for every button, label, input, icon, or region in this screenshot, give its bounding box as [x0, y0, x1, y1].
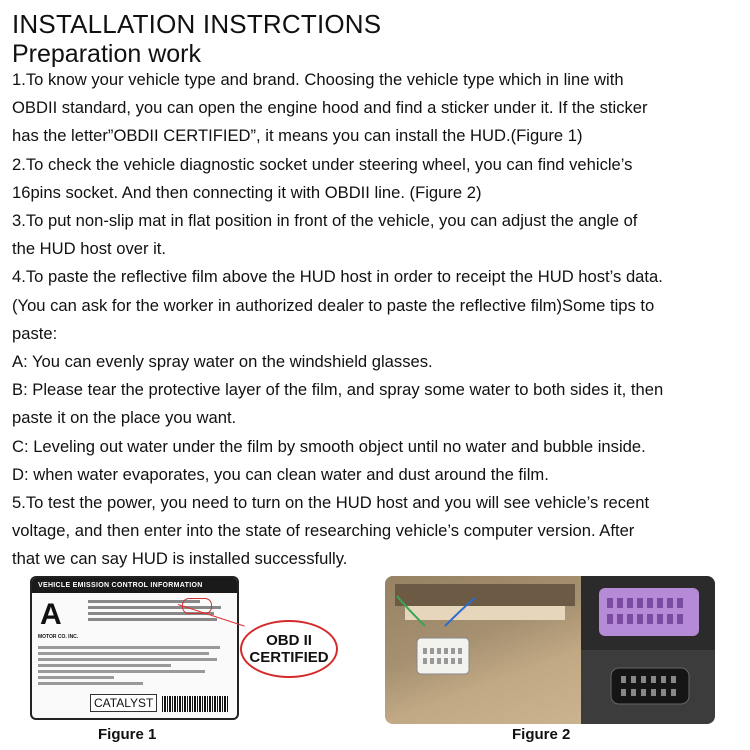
text-line: (You can ask for the worker in authorized dealer to paste the reflective film)Some tips to	[12, 295, 655, 315]
text-line: 16pins socket. And then connecting it with OBDII line. (Figure 2)	[12, 182, 482, 202]
callout-line: OBD II	[266, 632, 312, 649]
callout-line: CERTIFIED	[249, 649, 329, 666]
text-line: OBDII standard, you can open the engine hood and find a sticker under it. If the sticker	[12, 98, 648, 118]
text-line: A: You can evenly spray water on the windshield glasses.	[12, 352, 433, 372]
text-line: 5.To test the power, you need to turn on the HUD host and you will see vehicle’s recent	[12, 493, 650, 513]
label-fine-print-lower	[38, 646, 228, 688]
barcode	[162, 696, 228, 712]
catalyst-label: CATALYST	[90, 694, 157, 712]
text-line: D: when water evaporates, you can clean water and dust around the film.	[12, 464, 549, 484]
obd-socket-photo	[385, 576, 715, 724]
text-line: 1.To know your vehicle type and brand. Choosing the vehicle type which in line with	[12, 70, 624, 89]
purple-connector-icon	[599, 588, 699, 636]
label-header: VEHICLE EMISSION CONTROL INFORMATION	[32, 578, 237, 593]
page-title: INSTALLATION INSTRCTIONS	[12, 9, 382, 39]
label-maker: MOTOR CO. INC.	[38, 634, 79, 640]
figures-row	[0, 570, 750, 750]
text-line: 2.To check the vehicle diagnostic socket under steering wheel, you can find vehicle’s	[12, 154, 633, 174]
text-line: C: Leveling out water under the film by smooth object until no water and bubble inside.	[12, 436, 646, 456]
black-socket-icon	[611, 668, 689, 704]
socket-photo-drawing	[385, 576, 715, 724]
text-line: paste:	[12, 323, 58, 343]
text-line: paste it on the place you want.	[12, 408, 237, 428]
text-line: B: Please tear the protective layer of the film, and spray some water to both sides it, then	[12, 380, 664, 400]
text-line: has the letter”OBDII CERTIFIED”, it means you can install the HUD.(Figure 1)	[12, 126, 583, 146]
section-heading: Preparation work	[12, 40, 201, 68]
text-line: voltage, and then enter into the state of researching vehicle’s computer version. After	[12, 521, 635, 541]
text-line: that we can say HUD is installed successfully.	[12, 549, 348, 569]
instructions-body	[12, 66, 748, 574]
obd-certified-callout	[240, 620, 338, 678]
text-line: 4.To paste the reflective film above the HUD host in order to receipt the HUD host’s data.	[12, 267, 663, 287]
label-letter: A	[40, 598, 62, 631]
text-line: 3.To put non-slip mat in flat position in front of the vehicle, you can adjust the angle of	[12, 211, 638, 231]
figure1-caption: Figure 1	[98, 726, 157, 743]
emission-label-image	[30, 576, 239, 720]
text-line: the HUD host over it.	[12, 239, 167, 259]
figure2-caption: Figure 2	[512, 726, 571, 743]
obd-plug-icon	[417, 638, 469, 674]
